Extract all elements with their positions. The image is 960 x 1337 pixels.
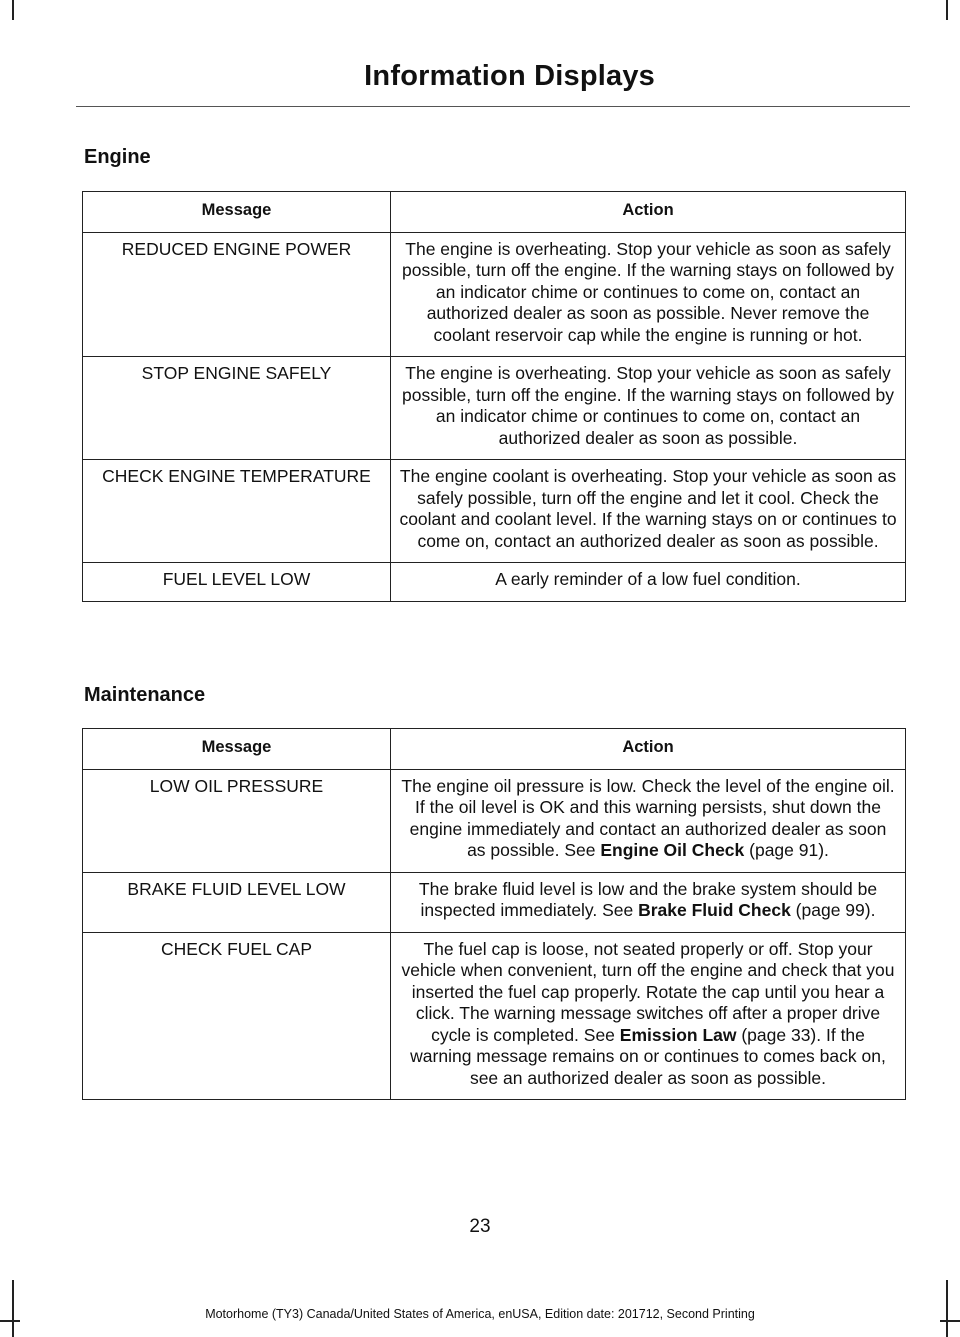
page-reference-link[interactable]: Engine Oil Check — [600, 840, 745, 860]
table-row — [83, 460, 906, 563]
page-footer: Motorhome (TY3) Canada/United States of America, enUSA, Edition date: 201712, Second Printing — [205, 1307, 755, 1321]
action-text-after: (page 91). — [744, 840, 829, 860]
page-number: 23 — [469, 1216, 491, 1237]
message-cell: BRAKE FLUID LEVEL LOW — [83, 872, 391, 932]
crop-mark-top-left — [12, 0, 14, 20]
table-header-row — [83, 192, 906, 233]
section-title-engine: Engine — [84, 146, 151, 168]
page-header-title: Information Displays — [364, 60, 655, 92]
action-cell: The engine coolant is overheating. Stop your vehicle as soon as safely possible, turn off the engine and let it cool. Check the coolant and coolant level. If the warning stays on or continues to come on, contact an authorized dealer as soon as possible. — [391, 460, 906, 563]
page-reference-link[interactable]: Emission Law — [619, 1024, 737, 1045]
action-cell — [391, 932, 906, 1100]
message-cell: LOW OIL PRESSURE — [83, 769, 391, 872]
table-row — [83, 232, 906, 357]
page-reference-link[interactable]: Brake Fluid Check — [638, 900, 791, 920]
action-cell — [391, 769, 906, 872]
column-header-action: Action — [391, 729, 906, 770]
action-text: The fuel cap is loose, not seated properly or off. Stop your vehicle when convenient, turn off the engine and check that you inserted the fuel cap properly. Rotate the cap until you hear a click. The warning message switches off after a proper drive cycle is completed. See — [401, 938, 895, 1045]
action-cell: A early reminder of a low fuel condition. — [391, 563, 906, 602]
table-row — [83, 769, 906, 872]
header-divider — [76, 106, 910, 107]
column-header-action: Action — [391, 192, 906, 233]
action-text: The brake fluid level is low and the brake system should be inspected immediately. See — [418, 878, 878, 920]
message-cell: FUEL LEVEL LOW — [83, 563, 391, 602]
table-row — [83, 872, 906, 932]
table-header-row — [83, 729, 906, 770]
engine-message-table — [82, 191, 906, 602]
message-cell: CHECK ENGINE TEMPERATURE — [83, 460, 391, 563]
message-cell: REDUCED ENGINE POWER — [83, 232, 391, 357]
maintenance-message-table — [82, 728, 906, 1100]
action-text: The engine oil pressure is low. Check the level of the engine oil. If the oil level is OK and this warning persists, shut down the engine immediately and contact an authorized dealer as soon as possible. See — [401, 775, 895, 860]
action-cell: The engine is overheating. Stop your vehicle as soon as safely possible, turn off the engine. If the warning stays on followed by an indicator chime or continues to come on, contact an authorized dealer as soon as possible. Never remove the coolant reservoir cap while the engine is running or hot. — [391, 232, 906, 357]
table-row — [83, 563, 906, 602]
column-header-message: Message — [83, 192, 391, 233]
action-cell — [391, 872, 906, 932]
crop-mark-top-right — [946, 0, 948, 20]
table-row — [83, 357, 906, 460]
action-text-after: (page 99). — [790, 900, 876, 920]
action-cell: The engine is overheating. Stop your vehicle as soon as safely possible, turn off the engine. If the warning stays on followed by an indicator chime or continues to come on, contact an authorized dealer as soon as possible. — [391, 357, 906, 460]
column-header-message: Message — [83, 729, 391, 770]
message-cell: STOP ENGINE SAFELY — [83, 357, 391, 460]
message-cell: CHECK FUEL CAP — [83, 932, 391, 1100]
section-title-maintenance: Maintenance — [84, 684, 206, 706]
action-text-after: (page 33). If the warning message remains on or continues to comes back on, see an authorized dealer as soon as possible. — [410, 1024, 886, 1088]
table-row — [83, 932, 906, 1100]
